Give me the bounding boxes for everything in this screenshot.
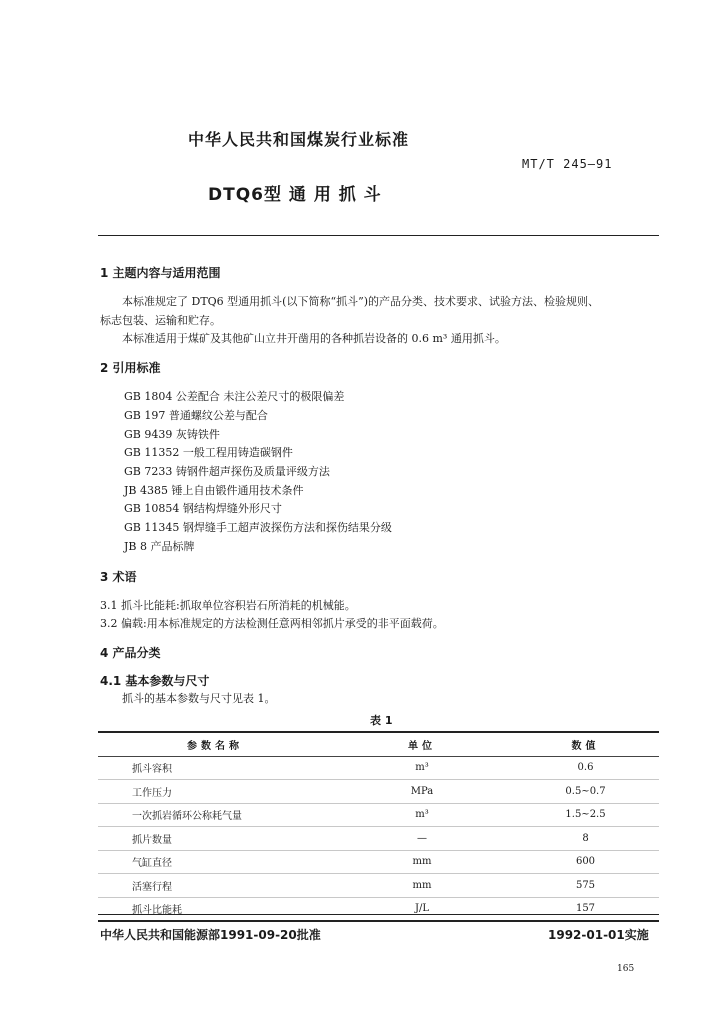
section-1-paragraph-1-line-2: 标志包装、运输和贮存。 xyxy=(100,314,221,327)
parameter-name: 活塞行程 xyxy=(98,874,332,898)
parameter-value: 1.5~2.5 xyxy=(512,803,659,827)
parameter-name: 抓片数量 xyxy=(98,827,332,851)
table-row xyxy=(98,756,659,780)
parameter-value: 600 xyxy=(512,850,659,874)
table-row xyxy=(98,780,659,804)
table-row xyxy=(98,897,659,921)
term-3-2: 3.2 偏载:用本标准规定的方法检测任意两相邻抓片承受的非平面载荷。 xyxy=(100,617,444,630)
table-caption: 表 1 xyxy=(370,714,393,727)
table-row xyxy=(98,850,659,874)
reference-item: GB 7233 铸钢件超声探伤及质量评级方法 xyxy=(124,465,330,478)
section-1-heading: 1 主题内容与适用范围 xyxy=(100,266,221,280)
section-4-1-text: 抓斗的基本参数与尺寸见表 1。 xyxy=(122,692,276,705)
reference-item: GB 11352 一般工程用铸造碳钢件 xyxy=(124,446,293,459)
parameter-value: 575 xyxy=(512,874,659,898)
footer-divider xyxy=(98,914,659,915)
effective-date: 1992-01-01实施 xyxy=(548,928,649,942)
title-divider xyxy=(98,235,659,236)
section-1-paragraph-2: 本标准适用于煤矿及其他矿山立井开凿用的各种抓岩设备的 0.6 m³ 通用抓斗。 xyxy=(122,332,506,345)
section-1-paragraph-1-line-1: 本标准规定了 DTQ6 型通用抓斗(以下简称“抓斗”)的产品分类、技术要求、试验方法、检验规则、 xyxy=(122,295,599,308)
parameter-unit: mm xyxy=(332,850,512,874)
parameter-name: 抓斗容积 xyxy=(98,756,332,780)
term-3-1: 3.1 抓斗比能耗:抓取单位容积岩石所消耗的机械能。 xyxy=(100,599,356,612)
table-row xyxy=(98,827,659,851)
reference-item: GB 11345 钢焊缝手工超声波探伤方法和探伤结果分级 xyxy=(124,521,392,534)
page-number: 165 xyxy=(617,964,635,974)
parameter-unit: J/L xyxy=(332,897,512,921)
parameter-unit: m³ xyxy=(332,803,512,827)
parameter-value: 8 xyxy=(512,827,659,851)
parameters-table xyxy=(98,731,659,922)
table-header-row xyxy=(98,732,659,756)
parameter-unit: mm xyxy=(332,874,512,898)
section-2-heading: 2 引用标准 xyxy=(100,361,161,375)
reference-item: JB 8 产品标牌 xyxy=(124,540,195,553)
issuing-authority: 中华人民共和国能源部1991-09-20批准 xyxy=(100,928,321,942)
section-4-1-heading: 4.1 基本参数与尺寸 xyxy=(100,674,210,688)
parameter-value: 0.6 xyxy=(512,756,659,780)
reference-item: GB 197 普通螺纹公差与配合 xyxy=(124,409,268,422)
column-header-parameter: 参数名称 xyxy=(98,732,332,756)
standard-title: 中华人民共和国煤炭行业标准 xyxy=(188,130,410,149)
document-title: DTQ6型 通 用 抓 斗 xyxy=(208,185,382,205)
table-row xyxy=(98,803,659,827)
parameter-name: 一次抓岩循环公称耗气量 xyxy=(98,803,332,827)
column-header-unit: 单位 xyxy=(332,732,512,756)
parameter-unit: MPa xyxy=(332,780,512,804)
section-3-heading: 3 术语 xyxy=(100,570,137,584)
parameter-name: 抓斗比能耗 xyxy=(98,897,332,921)
reference-item: GB 10854 钢结构焊缝外形尺寸 xyxy=(124,502,282,515)
reference-item: JB 4385 锤上自由锻件通用技术条件 xyxy=(124,484,304,497)
parameter-name: 气缸直径 xyxy=(98,850,332,874)
parameter-value: 157 xyxy=(512,897,659,921)
table-row xyxy=(98,874,659,898)
reference-item: GB 9439 灰铸铁件 xyxy=(124,428,220,441)
standard-code: MT/T 245—91 xyxy=(522,157,613,171)
parameter-unit: — xyxy=(332,827,512,851)
section-4-heading: 4 产品分类 xyxy=(100,646,161,660)
column-header-value: 数值 xyxy=(512,732,659,756)
parameter-value: 0.5~0.7 xyxy=(512,780,659,804)
parameter-unit: m³ xyxy=(332,756,512,780)
reference-item: GB 1804 公差配合 未注公差尺寸的极限偏差 xyxy=(124,390,345,403)
parameter-name: 工作压力 xyxy=(98,780,332,804)
